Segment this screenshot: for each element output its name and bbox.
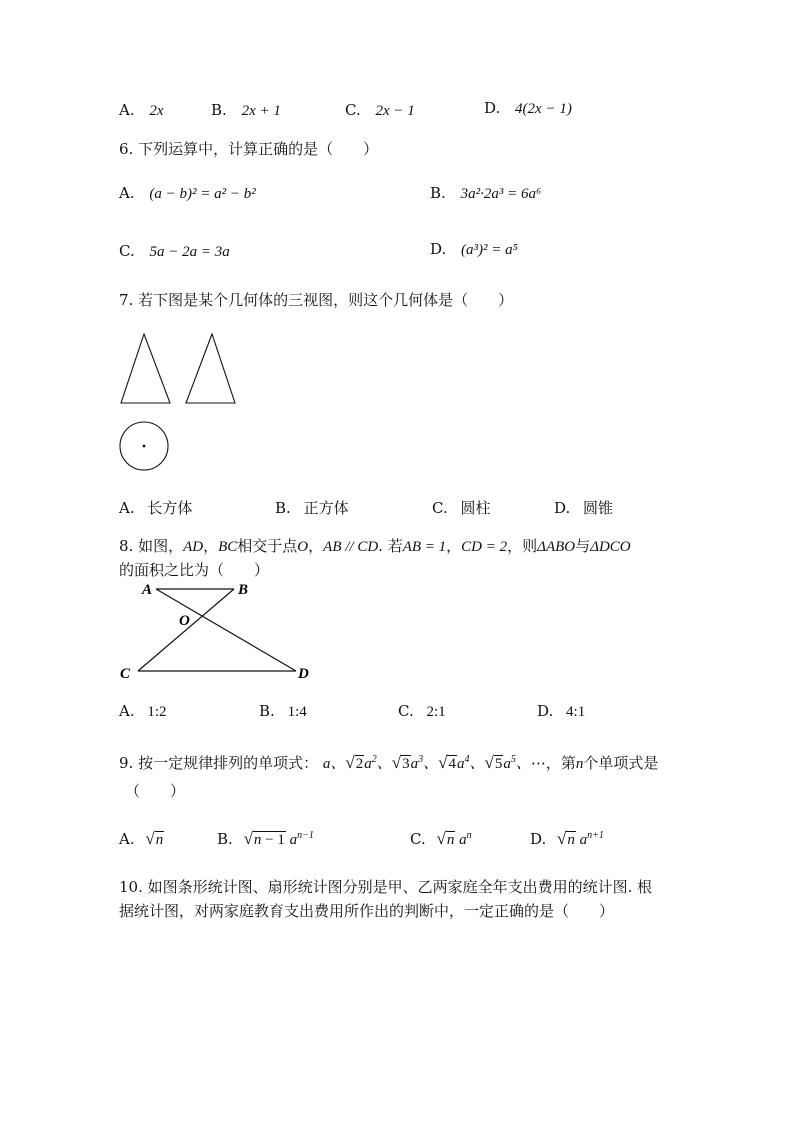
q6-b-expr: 3a²·2a³ = 6a⁶	[460, 186, 542, 202]
stem-math: n	[575, 756, 584, 772]
q6-option-b	[430, 184, 541, 203]
q9-b-expr: √n − 1 $a^{n-1}$	[243, 829, 314, 848]
stem-text: ，	[203, 537, 219, 555]
q9-stem-line1	[119, 752, 658, 773]
option-text: 圆锥	[583, 499, 614, 517]
q9-stem-line2: （ ）	[125, 782, 186, 800]
stem-text: ，	[446, 537, 462, 555]
stem-text: 个单项式是	[583, 754, 659, 772]
stem-text: 相交于点	[237, 537, 298, 555]
q6-a-expr: (a − b)² = a² − b²	[149, 186, 256, 202]
option-text: 正方体	[303, 499, 349, 517]
q5-b-expr: 2x + 1	[241, 103, 281, 119]
q8-option-b	[259, 702, 307, 721]
stem-math: ΔDCO	[590, 539, 631, 555]
q7-option-d	[554, 497, 613, 518]
option-label: C.	[432, 499, 448, 517]
stem-math: BC	[218, 539, 238, 555]
q6-option-c	[119, 242, 230, 261]
q5-option-a	[119, 101, 164, 120]
option-label: B.	[275, 499, 291, 517]
option-label: B.	[430, 184, 446, 202]
q9-option-a	[119, 829, 164, 849]
option-label: C.	[398, 702, 414, 720]
q6-stem: 6. 下列运算中，计算正确的是（ ）	[119, 140, 379, 158]
q7-stem: 7. 若下图是某个几何体的三视图，则这个几何体是（ ）	[119, 291, 514, 309]
three-view-triangles	[118, 332, 242, 408]
segment-ad	[156, 589, 296, 671]
option-label: D.	[530, 830, 547, 848]
q9-option-c	[410, 829, 472, 849]
stem-math: O	[297, 539, 309, 555]
option-text: 1:4	[287, 704, 307, 720]
q8-option-c	[398, 702, 446, 721]
option-label: D.	[484, 99, 501, 117]
q10-stem-line1: 10. 如图条形统计图、扇形统计图分别是甲、乙两家庭全年支出费用的统计图. 根	[119, 878, 653, 896]
option-text: 4:1	[566, 704, 586, 720]
option-label: C.	[410, 830, 426, 848]
option-text: 1:2	[147, 704, 167, 720]
q5-option-d	[484, 99, 572, 118]
stem-math: AD	[183, 539, 204, 555]
q5-d-expr: 4(2x − 1)	[515, 101, 572, 117]
q7-option-c	[432, 497, 491, 518]
option-label: B.	[211, 101, 227, 119]
q9-option-d	[530, 829, 604, 849]
option-label: D.	[537, 702, 554, 720]
q8-figure	[116, 578, 326, 684]
point-o-label: O	[179, 613, 190, 629]
option-label: A.	[119, 184, 135, 202]
option-label: C.	[345, 101, 361, 119]
q6-c-expr: 5a − 2a = 3a	[149, 244, 230, 260]
stem-math: ΔABO	[537, 539, 576, 555]
q6-option-a	[119, 184, 256, 203]
q9-d-expr: √n $a^{n+1}$	[557, 829, 604, 848]
q9-option-b	[217, 829, 314, 849]
segment-bc	[138, 589, 234, 671]
q7-option-b	[275, 497, 349, 518]
q10-stem-line2: 据统计图，对两家庭教育支出费用所作出的判断中，一定正确的是（ ）	[119, 902, 615, 920]
stem-math: AB = 1	[402, 539, 447, 555]
stem-text: ，则	[507, 537, 538, 555]
option-label: D.	[554, 499, 571, 517]
stem-text: 8. 如图，	[119, 537, 184, 555]
option-label: B.	[217, 830, 233, 848]
stem-text: 与	[575, 537, 591, 555]
q8-option-a	[119, 702, 167, 721]
option-label: A.	[119, 702, 135, 720]
q5-a-expr: 2x	[149, 103, 164, 119]
q6-option-d	[430, 240, 518, 259]
option-text: 2:1	[426, 704, 446, 720]
side-view-triangle	[186, 334, 235, 403]
option-label: D.	[430, 240, 447, 258]
stem-text: 9. 按一定规律排列的单项式：	[119, 754, 319, 772]
option-label: C.	[119, 242, 135, 260]
stem-text: ，第	[545, 754, 576, 772]
q6-d-expr: (a³)² = a⁵	[461, 242, 518, 258]
point-c-label: C	[120, 666, 131, 682]
q9-c-expr: √n $a^n$	[436, 829, 472, 848]
stem-text: . 若	[378, 537, 403, 555]
option-label: A.	[119, 101, 135, 119]
option-label: B.	[259, 702, 275, 720]
q9-a-expr: √n	[145, 829, 164, 848]
q7-option-a	[119, 497, 192, 518]
monomial-sequence: a、$√2a^2$、$√3a^3$、$√4a^4$、$√5a^5$、⋯	[322, 753, 546, 772]
q8-option-d	[537, 702, 585, 721]
option-text: 长方体	[147, 499, 193, 517]
q5-option-c	[345, 101, 415, 120]
option-text: 圆柱	[460, 499, 491, 517]
stem-math: CD = 2	[461, 539, 508, 555]
point-d-label: D	[298, 666, 309, 682]
q8-stem-line2: 的面积之比为（ ）	[119, 561, 270, 579]
stem-math: AB // CD	[323, 539, 379, 555]
q5-option-b	[211, 101, 281, 120]
top-view-center-dot	[143, 445, 146, 448]
option-label: A.	[119, 830, 135, 848]
front-view-triangle	[121, 334, 170, 403]
stem-text: ，	[308, 537, 324, 555]
point-b-label: B	[238, 582, 249, 598]
q5-c-expr: 2x − 1	[375, 103, 415, 119]
q8-stem-line1	[119, 535, 631, 556]
top-view-circle	[118, 420, 172, 474]
option-label: A.	[119, 499, 135, 517]
point-a-label: A	[142, 582, 153, 598]
